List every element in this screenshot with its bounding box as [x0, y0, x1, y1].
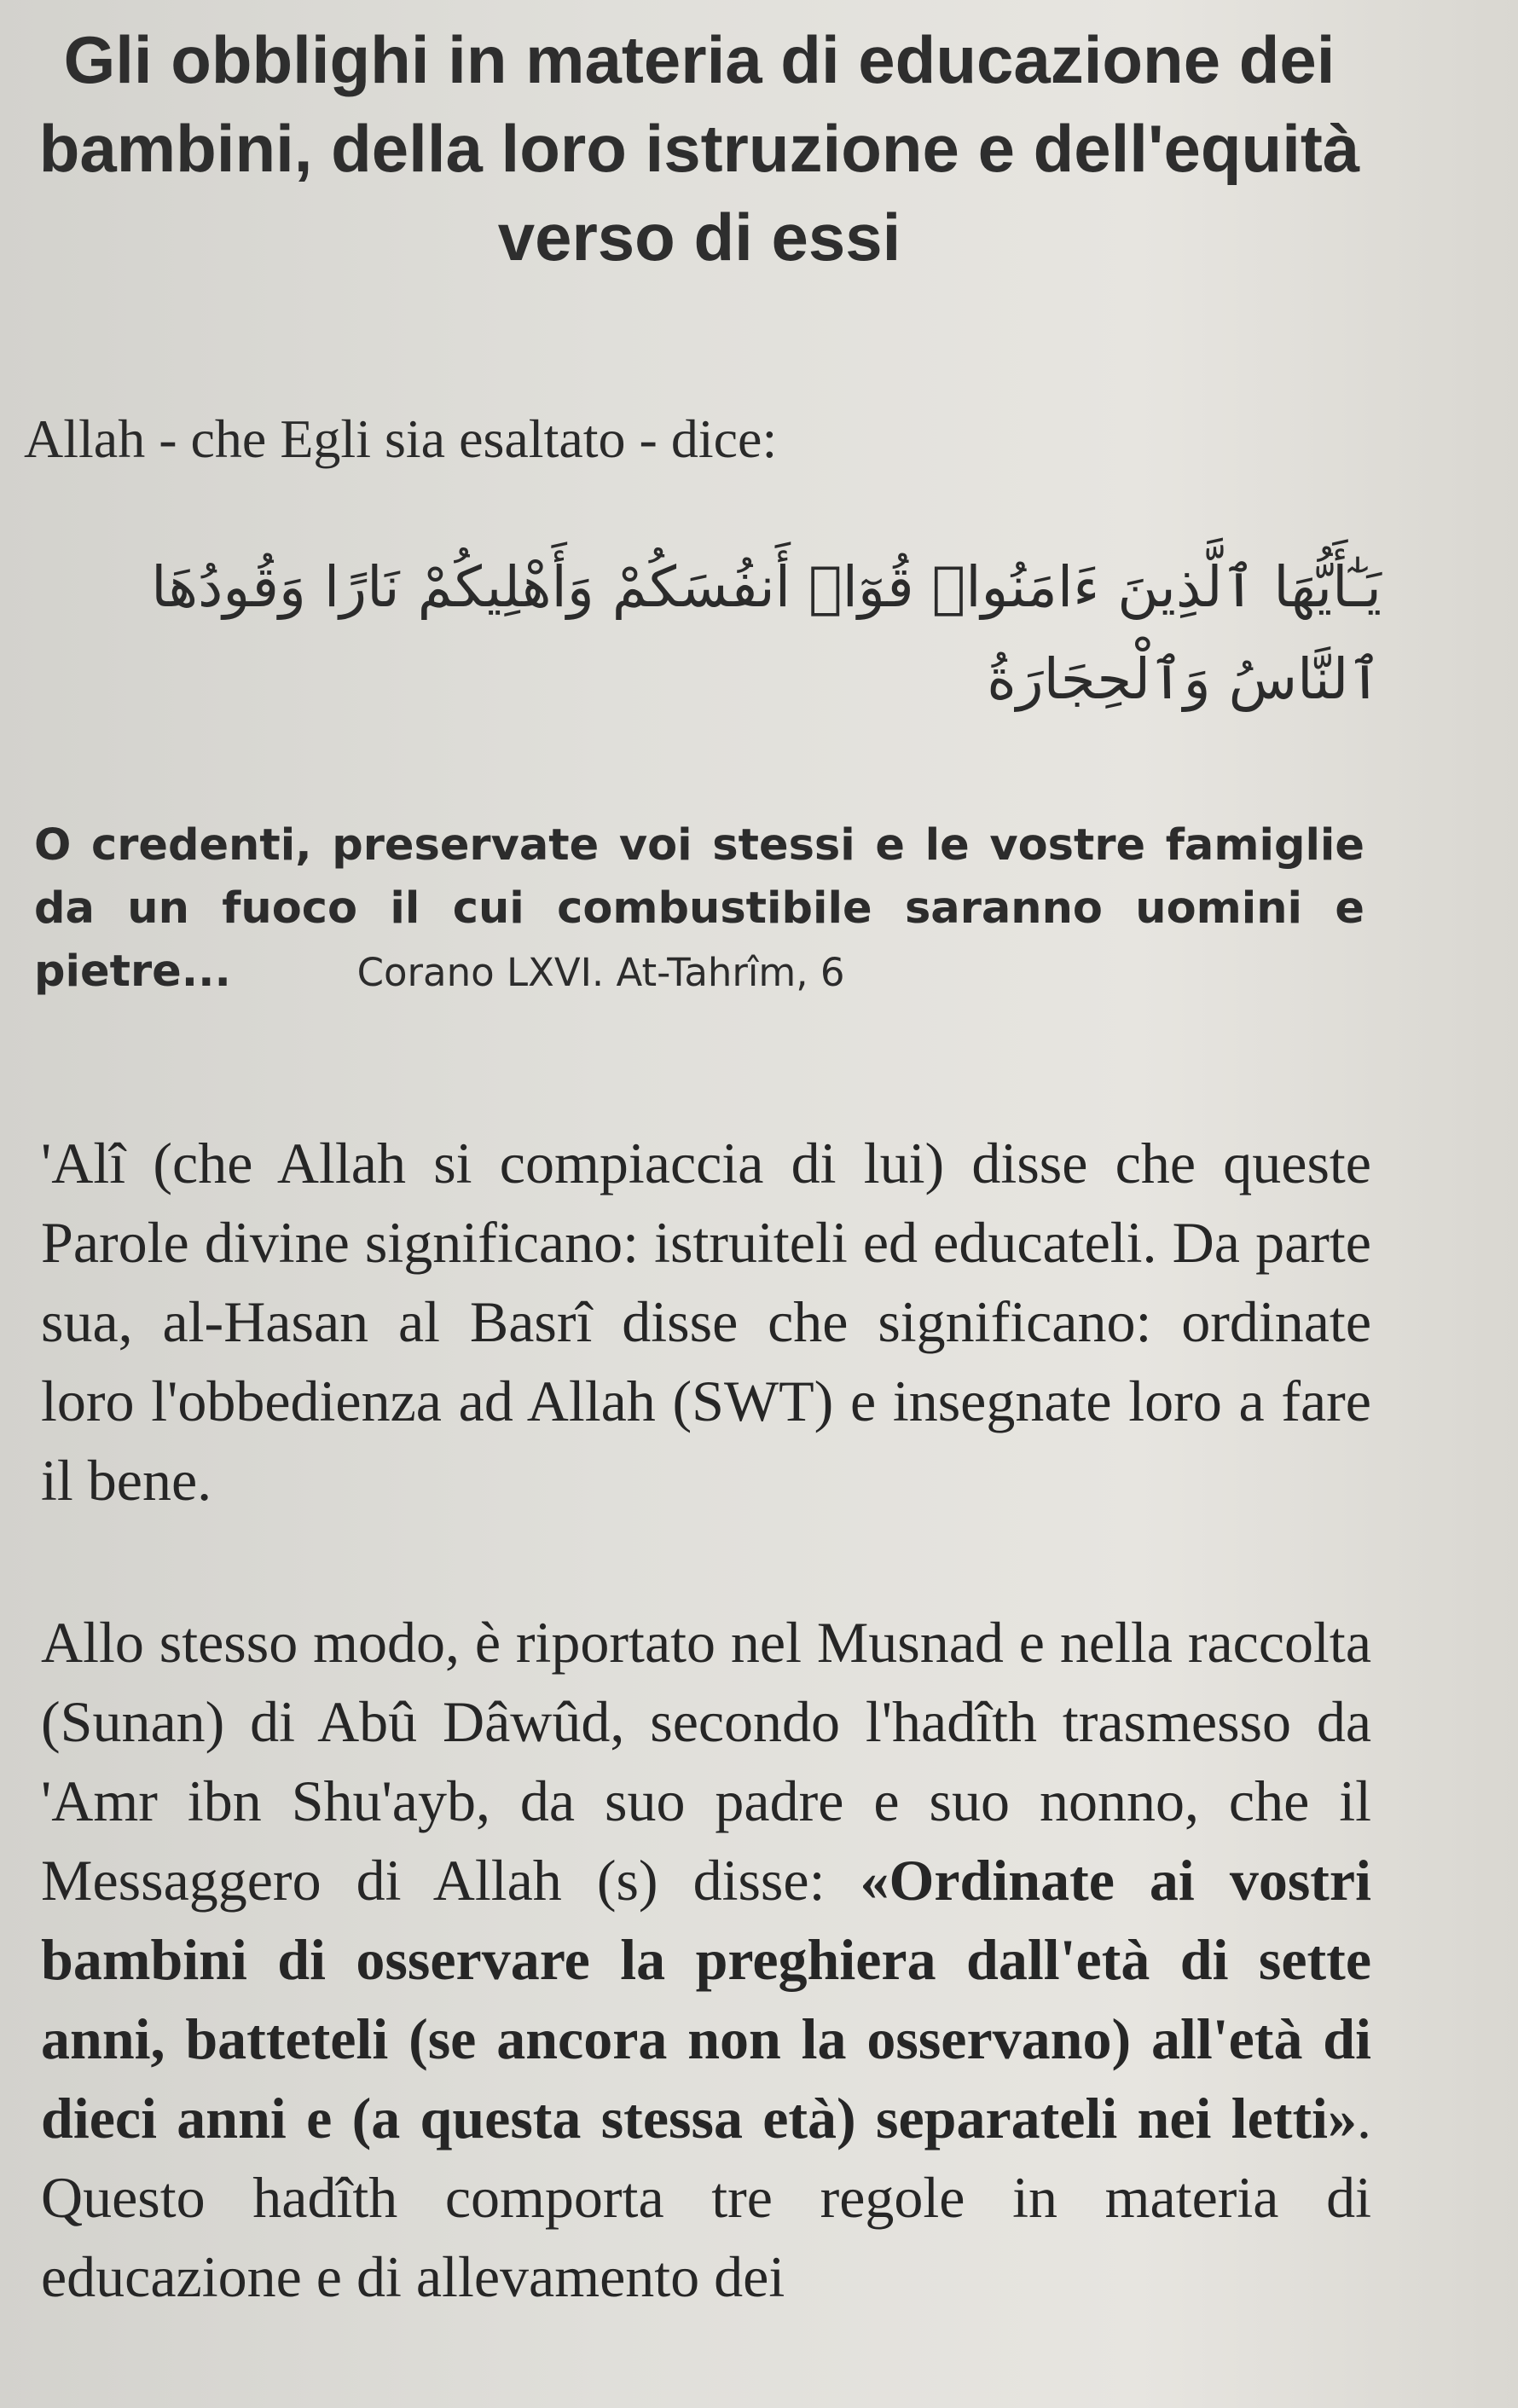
- translation-text: O credenti, preservate voi stessi e le vostre famiglie da un fuoco il cui combustibile saranno uomini e pietre...: [34, 820, 1364, 997]
- quran-reference: Corano LXVI. At-Tahrîm, 6: [356, 950, 845, 995]
- paragraph-hadith: [41, 1603, 1371, 2317]
- page-title: Gli obblighi in materia di educazione dei bambini, della loro istruzione e dell'equità verso di essi: [38, 22, 1360, 275]
- hadith-intro-text: Allo stesso modo, è riportato nel Musnad e nella raccolta (Sunan) di Abû Dâwûd, secondo l'hadîth trasmesso da 'Amr ibn Shu'ayb, da suo padre e suo nonno, che il Messaggero di Allah (s) disse:: [41, 1610, 1371, 1913]
- arabic-verse: يَـٰٓأَيُّهَا ٱلَّذِينَ ءَامَنُوا۟ قُوٓا۟ أَنفُسَكُمْ وَأَهْلِيكُمْ نَارًا وَقُودُهَا ٱلنَّاسُ وَٱلْحِجَارَةُ: [151, 554, 1382, 712]
- verse-translation: [34, 814, 1364, 1004]
- verse-intro: Allah - che Egli sia esaltato - dice:: [24, 408, 778, 469]
- hadith-comment-text: . Questo hadîth comporta tre regole in materia di educazione e di allevamento dei: [41, 2086, 1371, 2309]
- hadith-quote: «Ordinate ai vostri bambini di osservare la preghiera dall'età di sette anni, batteteli (se ancora non la osservano) all'età di dieci anni e (a questa stessa età) separateli nei letti»: [41, 1848, 1372, 2150]
- paragraph-ali-commentary: 'Alî (che Allah si compiaccia di lui) disse che queste Parole divine significano: istruiteli ed educateli. Da parte sua, al-Hasan al Basrî disse che significano: ordinate loro l'obbedienza ad Allah (SWT) e insegnate loro a fare il bene.: [41, 1131, 1371, 1513]
